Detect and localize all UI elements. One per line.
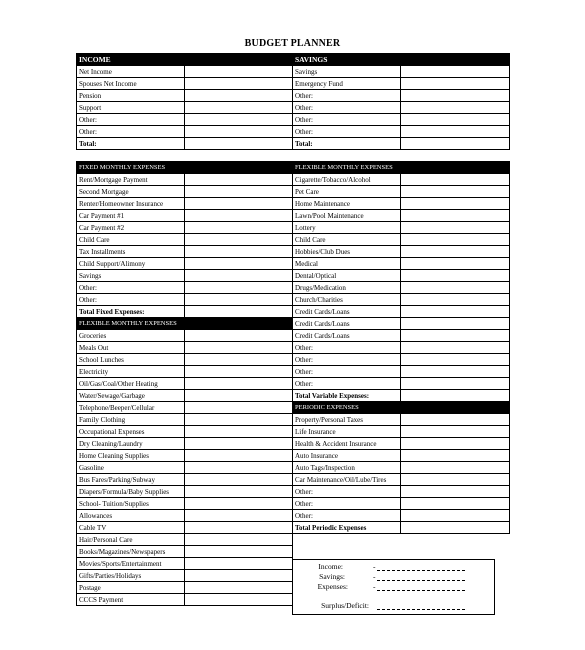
flexible-expense-label: Oil/Gas/Coal/Other Heating (77, 378, 185, 390)
income-header-amount (185, 54, 293, 66)
variable-expense-label: Other: (293, 366, 401, 378)
table-row (77, 378, 510, 390)
flexible-expense-label: Gasoline (77, 462, 185, 474)
flexible-monthly-header-left: FLEXIBLE MONTHLY EXPENSES (77, 318, 185, 330)
fixed-expense-label: Other: (77, 282, 185, 294)
variable-expense-label: Church/Charities (293, 294, 401, 306)
expense-amount-field[interactable] (185, 210, 293, 222)
variable-expense-label: Hobbies/Club Dues (293, 246, 401, 258)
expense-amount-field[interactable] (185, 510, 293, 522)
table-row (77, 126, 510, 138)
table-row (77, 270, 510, 282)
table-row (77, 66, 510, 78)
expense-amount-field[interactable] (185, 330, 293, 342)
expense-amount-field[interactable] (185, 366, 293, 378)
expense-amount-field[interactable] (185, 378, 293, 390)
expense-amount-field[interactable] (401, 318, 510, 330)
income-savings-header-row (77, 54, 510, 66)
expense-amount-field[interactable] (185, 498, 293, 510)
fixed-expense-label: Child Care (77, 234, 185, 246)
expense-amount-field[interactable] (401, 426, 510, 438)
table-row (77, 198, 510, 210)
expense-amount-field[interactable] (185, 402, 293, 414)
expense-amount-field[interactable] (185, 522, 293, 534)
expense-amount-field[interactable] (401, 222, 510, 234)
fixed-expense-label: Other: (77, 294, 185, 306)
table-row (77, 438, 510, 450)
expense-amount-field[interactable] (401, 306, 510, 318)
income-item-label: Other: (77, 126, 185, 138)
expense-amount-field[interactable] (401, 366, 510, 378)
expense-amount-field[interactable] (185, 438, 293, 450)
periodic-expense-label: Auto Tags/Inspection (293, 462, 401, 474)
expense-amount-field[interactable] (401, 186, 510, 198)
savings-header: SAVINGS (293, 54, 401, 66)
income-item-amount-field[interactable] (185, 114, 293, 126)
flexible-expense-label: Cable TV (77, 522, 185, 534)
expense-amount-field[interactable] (401, 498, 510, 510)
expense-amount-field[interactable] (401, 270, 510, 282)
table-row (77, 306, 510, 318)
savings-item-label: Other: (293, 102, 401, 114)
table-row (77, 258, 510, 270)
table-row (77, 486, 510, 498)
flexible-expense-label: Movies/Sports/Entertainment (77, 558, 185, 570)
expense-amount-field[interactable] (401, 174, 510, 186)
savings-item-amount-field[interactable] (401, 114, 510, 126)
table-row (77, 114, 510, 126)
table-row (77, 510, 510, 522)
table-row (77, 318, 510, 330)
expenses-table (76, 161, 510, 606)
savings-item-amount-field[interactable] (401, 126, 510, 138)
expense-amount-field[interactable] (185, 234, 293, 246)
summary-expenses-dash: - (373, 582, 376, 591)
periodic-expense-label: Other: (293, 498, 401, 510)
income-item-label: Other: (77, 114, 185, 126)
savings-item-label: Savings (293, 66, 401, 78)
expense-amount-field[interactable] (185, 258, 293, 270)
periodic-header-amount (401, 402, 510, 414)
expense-amount-field[interactable] (185, 174, 293, 186)
summary-savings-line (293, 572, 494, 582)
income-item-amount-field[interactable] (185, 90, 293, 102)
page-title: BUDGET PLANNER (244, 38, 341, 49)
savings-item-amount-field[interactable] (401, 90, 510, 102)
table-row (77, 342, 510, 354)
income-item-amount-field[interactable] (185, 126, 293, 138)
expense-amount-field[interactable] (185, 486, 293, 498)
expense-amount-field[interactable] (185, 222, 293, 234)
table-row (77, 294, 510, 306)
expense-amount-field[interactable] (401, 246, 510, 258)
table-row (77, 462, 510, 474)
savings-item-amount-field[interactable] (401, 66, 510, 78)
empty-cell (293, 546, 401, 558)
periodic-expense-label: Life Insurance (293, 426, 401, 438)
table-row (77, 522, 510, 534)
variable-expense-label: Other: (293, 342, 401, 354)
savings-item-label: Other: (293, 90, 401, 102)
summary-income-dash: - (373, 562, 376, 571)
flexible-monthly-header-right-amount (401, 162, 510, 174)
periodic-total-label: Total Periodic Expenses (293, 522, 401, 534)
periodic-expense-label: Car Maintenance/Oil/Lube/Tires (293, 474, 401, 486)
variable-expense-label: Pet Care (293, 186, 401, 198)
variable-expense-label: Credit Cards/Loans (293, 318, 401, 330)
table-row (77, 390, 510, 402)
table-row (77, 402, 510, 414)
expense-amount-field[interactable] (401, 342, 510, 354)
expense-amount-field[interactable] (185, 546, 293, 558)
summary-income-line (293, 562, 494, 572)
variable-expense-label: Credit Cards/Loans (293, 330, 401, 342)
table-row (77, 174, 510, 186)
table-row (77, 450, 510, 462)
fixed-expense-label: Renter/Homeowner Insurance (77, 198, 185, 210)
summary-surplus-line (293, 601, 494, 611)
table-row (77, 186, 510, 198)
income-item-label: Spouses Net Income (77, 78, 185, 90)
income-item-label: Support (77, 102, 185, 114)
income-total-field[interactable] (185, 138, 293, 150)
savings-item-label: Other: (293, 126, 401, 138)
savings-total-label: Total: (293, 138, 401, 150)
flexible-expense-label: Gifts/Parties/Holidays (77, 570, 185, 582)
expense-amount-field[interactable] (401, 378, 510, 390)
summary-expenses-line (293, 582, 494, 592)
variable-expense-label: Child Care (293, 234, 401, 246)
savings-item-label: Other: (293, 114, 401, 126)
flexible-expense-label: Bus Fares/Parking/Subway (77, 474, 185, 486)
fixed-expense-label: Rent/Mortgage Payment (77, 174, 185, 186)
fixed-expense-label: Child Support/Alimony (77, 258, 185, 270)
expense-amount-field[interactable] (401, 198, 510, 210)
expense-amount-field[interactable] (401, 234, 510, 246)
expense-amount-field[interactable] (401, 330, 510, 342)
table-row (77, 102, 510, 114)
table-row (77, 282, 510, 294)
expense-amount-field[interactable] (401, 354, 510, 366)
table-row (77, 546, 510, 558)
fixed-expense-label: Second Mortgage (77, 186, 185, 198)
flexible-monthly-header-right: FLEXIBLE MONTHLY EXPENSES (293, 162, 401, 174)
expense-amount-field[interactable] (185, 246, 293, 258)
income-header: INCOME (77, 54, 185, 66)
savings-item-amount-field[interactable] (401, 102, 510, 114)
summary-expenses-field[interactable] (377, 590, 465, 591)
flexible-monthly-header-left-amount (185, 318, 293, 330)
empty-cell (293, 534, 401, 546)
expense-amount-field[interactable] (401, 438, 510, 450)
expense-amount-field[interactable] (185, 270, 293, 282)
expense-amount-field[interactable] (185, 450, 293, 462)
fixed-monthly-header: FIXED MONTHLY EXPENSES (77, 162, 185, 174)
expense-amount-field[interactable] (401, 510, 510, 522)
flexible-expense-label: Postage (77, 582, 185, 594)
flexible-expense-label: CCCS Payment (77, 594, 185, 606)
empty-cell (401, 534, 510, 546)
expense-amount-field[interactable] (185, 342, 293, 354)
summary-expenses-label: Expenses: (317, 582, 348, 591)
fixed-expense-label: Car Payment #2 (77, 222, 185, 234)
table-row (77, 474, 510, 486)
savings-item-label: Emergency Fund (293, 78, 401, 90)
expense-amount-field[interactable] (185, 306, 293, 318)
flexible-expense-label: Water/Sewage/Garbage (77, 390, 185, 402)
variable-expense-label: Other: (293, 378, 401, 390)
savings-item-amount-field[interactable] (401, 78, 510, 90)
expense-amount-field[interactable] (401, 390, 510, 402)
expense-amount-field[interactable] (401, 294, 510, 306)
flexible-expense-label: Groceries (77, 330, 185, 342)
periodic-expense-label: Other: (293, 486, 401, 498)
expense-amount-field[interactable] (185, 462, 293, 474)
income-item-label: Net Income (77, 66, 185, 78)
table-row (77, 426, 510, 438)
periodic-expense-label: Other: (293, 510, 401, 522)
variable-expense-label: Cigarette/Tobacco/Alcohol (293, 174, 401, 186)
income-total-label: Total: (77, 138, 185, 150)
expense-amount-field[interactable] (401, 450, 510, 462)
expense-amount-field[interactable] (185, 354, 293, 366)
expense-amount-field[interactable] (401, 210, 510, 222)
savings-total-field[interactable] (401, 138, 510, 150)
table-row (77, 78, 510, 90)
expense-amount-field[interactable] (401, 522, 510, 534)
expense-amount-field[interactable] (185, 198, 293, 210)
empty-cell (401, 546, 510, 558)
expense-amount-field[interactable] (401, 414, 510, 426)
expense-amount-field[interactable] (185, 534, 293, 546)
summary-income-field[interactable] (377, 570, 465, 571)
variable-expense-label: Medical (293, 258, 401, 270)
summary-savings-label: Savings: (319, 572, 345, 581)
expense-amount-field[interactable] (401, 462, 510, 474)
income-item-amount-field[interactable] (185, 102, 293, 114)
table-row (77, 366, 510, 378)
expense-amount-field[interactable] (401, 282, 510, 294)
summary-surplus-label: Surplus/Deficit: (321, 601, 369, 610)
flexible-expense-label: Dry Cleaning/Laundry (77, 438, 185, 450)
flexible-expense-label: Books/Magazines/Newspapers (77, 546, 185, 558)
income-savings-table (76, 53, 510, 150)
expense-amount-field[interactable] (401, 258, 510, 270)
variable-expense-label: Dental/Optical (293, 270, 401, 282)
fixed-total-label: Total Fixed Expenses: (77, 306, 185, 318)
expense-amount-field[interactable] (185, 390, 293, 402)
expense-amount-field[interactable] (185, 570, 293, 582)
variable-expense-label: Drugs/Medication (293, 282, 401, 294)
variable-expense-label: Other: (293, 354, 401, 366)
periodic-header: PERIODIC EXPENSES (293, 402, 401, 414)
flexible-expense-label: Telephone/Beeper/Cellular (77, 402, 185, 414)
table-row (77, 246, 510, 258)
flexible-expense-label: School Lunches (77, 354, 185, 366)
flexible-expense-label: Hair/Personal Care (77, 534, 185, 546)
income-item-amount-field[interactable] (185, 78, 293, 90)
expense-amount-field[interactable] (185, 294, 293, 306)
variable-expense-label: Home Maintenance (293, 198, 401, 210)
variable-expense-label: Lottery (293, 222, 401, 234)
flexible-expense-label: School- Tuition/Supplies (77, 498, 185, 510)
expense-amount-field[interactable] (185, 582, 293, 594)
periodic-expense-label: Auto Insurance (293, 450, 401, 462)
table-row (77, 330, 510, 342)
flexible-expense-label: Home Cleaning Supplies (77, 450, 185, 462)
summary-surplus-field[interactable] (377, 609, 465, 610)
table-row (77, 234, 510, 246)
summary-savings-dash: - (373, 572, 376, 581)
expense-amount-field[interactable] (185, 426, 293, 438)
table-row (77, 210, 510, 222)
table-row (77, 162, 510, 174)
summary-box (292, 559, 495, 615)
variable-expense-label: Credit Cards/Loans (293, 306, 401, 318)
flexible-expense-label: Diapers/Formula/Baby Supplies (77, 486, 185, 498)
variable-total-label: Total Variable Expenses: (293, 390, 401, 402)
fixed-expense-label: Car Payment #1 (77, 210, 185, 222)
table-row (77, 534, 510, 546)
expense-amount-field[interactable] (401, 474, 510, 486)
income-item-label: Pension (77, 90, 185, 102)
fixed-expense-label: Savings (77, 270, 185, 282)
fixed-expense-label: Tax Installments (77, 246, 185, 258)
variable-expense-label: Lawn/Pool Maintenance (293, 210, 401, 222)
table-row (77, 222, 510, 234)
expense-amount-field[interactable] (185, 474, 293, 486)
summary-income-label: Income: (318, 562, 343, 571)
savings-header-amount (401, 54, 510, 66)
expense-amount-field[interactable] (185, 414, 293, 426)
flexible-expense-label: Allowances (77, 510, 185, 522)
table-row (77, 90, 510, 102)
expense-amount-field[interactable] (185, 558, 293, 570)
income-savings-total-row (77, 138, 510, 150)
flexible-expense-label: Family Clothing (77, 414, 185, 426)
table-row (77, 354, 510, 366)
table-row (77, 498, 510, 510)
flexible-expense-label: Meals Out (77, 342, 185, 354)
periodic-expense-label: Health & Accident Insurance (293, 438, 401, 450)
table-row (77, 414, 510, 426)
expense-amount-field[interactable] (185, 594, 293, 606)
expense-amount-field[interactable] (401, 486, 510, 498)
summary-savings-field[interactable] (377, 580, 465, 581)
periodic-expense-label: Property/Personal Taxes (293, 414, 401, 426)
flexible-expense-label: Occupational Expenses (77, 426, 185, 438)
fixed-monthly-header-amount (185, 162, 293, 174)
flexible-expense-label: Electricity (77, 366, 185, 378)
expense-amount-field[interactable] (185, 282, 293, 294)
income-item-amount-field[interactable] (185, 66, 293, 78)
expense-amount-field[interactable] (185, 186, 293, 198)
